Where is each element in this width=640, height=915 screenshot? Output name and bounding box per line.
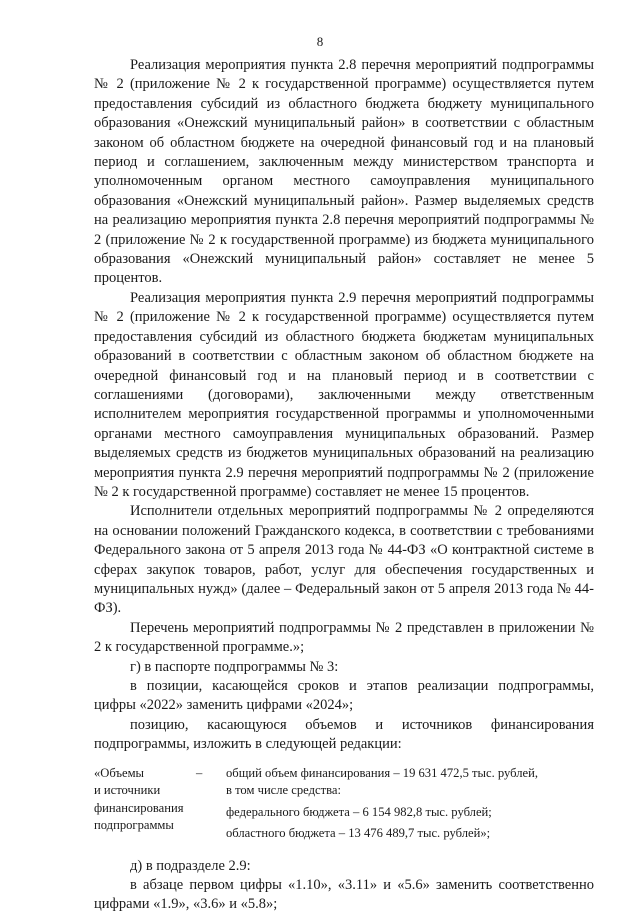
paragraph-financing-intro: позицию, касающуюся объемов и источников финансирования подпрограммы, изложить в следующей редакции:	[94, 716, 594, 753]
document-body	[94, 54, 594, 915]
financing-table-label	[94, 765, 190, 843]
financing-table	[94, 765, 594, 843]
label-line: финансирования	[94, 800, 184, 815]
value-line: общий объем финансирования – 19 631 472,5 тыс. рублей,	[226, 765, 539, 780]
label-line: и источники	[94, 783, 161, 798]
financing-table-values	[226, 765, 594, 843]
value-line: областного бюджета – 13 476 489,7 тыс. рублей»;	[226, 826, 491, 841]
paragraph-replace-digits: в абзаце первом цифры «1.10», «3.11» и «5.6» заменить соответственно цифрами «1.9», «3.6» и «5.8»;	[94, 877, 594, 913]
paragraph-item-d: д) в подразделе 2.9:	[130, 857, 251, 874]
paragraph-executors: Исполнители отдельных мероприятий подпрограммы № 2 определяются на основании положений Гражданского кодекса, в соответствии с требованиями Федерального закона от 5 апреля 2013 года № 44-ФЗ «О контрактной системе в сферах закупок товаров, работ, услуг для обеспечения государственных и муниципальных нужд» (далее – Федеральный закон от 5 апреля 2013 года № 44-ФЗ).	[94, 503, 594, 617]
label-line: подпрограммы	[94, 818, 174, 833]
paragraph-2-8: Реализация мероприятия пункта 2.8 перечня мероприятий подпрограммы № 2 (приложение № 2 к государственной программе) осуществляется путем предоставления субсидий из областного бюджета бюджету муниципального образования «Онежский муниципальный район» в соответствии с областным законом об областном бюджете на очередной финансовый год и на плановый период и соглашением, заключенным между министерством транспорта и уполномоченным органом местного самоуправления муниципального образования «Онежский муниципальный район». Размер выделяемых средств на реализацию мероприятия пункта 2.8 перечня мероприятий подпрограммы № 2 (приложение № 2 к государственной программе) из бюджета муниципального образования «Онежский муниципальный район» составляет не менее 5 процентов.	[94, 57, 594, 287]
value-line: федерального бюджета – 6 154 982,8 тыс. рублей;	[226, 804, 492, 819]
label-line: «Объемы	[94, 765, 145, 780]
financing-table-dash: –	[196, 765, 203, 780]
paragraph-item-g: г) в паспорте подпрограммы № 3:	[130, 658, 339, 675]
paragraph-deadlines: в позиции, касающейся сроков и этапов реализации подпрограммы, цифры «2022» заменить цифрами «2024»;	[94, 678, 594, 714]
value-line: в том числе средства:	[226, 783, 341, 798]
page-number: 8	[316, 34, 324, 49]
paragraph-list-of-measures: Перечень мероприятий подпрограммы № 2 представлен в приложении № 2 к государственной программе.»;	[94, 619, 594, 656]
paragraph-2-9: Реализация мероприятия пункта 2.9 перечня мероприятий подпрограммы № 2 (приложение № 2 к государственной программе) осуществляется путем предоставления субсидий из областного бюджета бюджетам муниципальных образований в соответствии с областным законом об областном бюджете на очередной финансовый год и на плановый период и в соответствии с соглашениями (договорами), заключенными между ответственным исполнителем мероприятия государственной программы и уполномоченными органами местного самоуправления муниципальных образований. Размер выделяемых средств из бюджетов муниципальных образований на реализацию мероприятия пункта 2.9 перечня мероприятий подпрограммы № 2 (приложение № 2 к государственной программе) составляет не менее 15 процентов.	[94, 289, 594, 500]
